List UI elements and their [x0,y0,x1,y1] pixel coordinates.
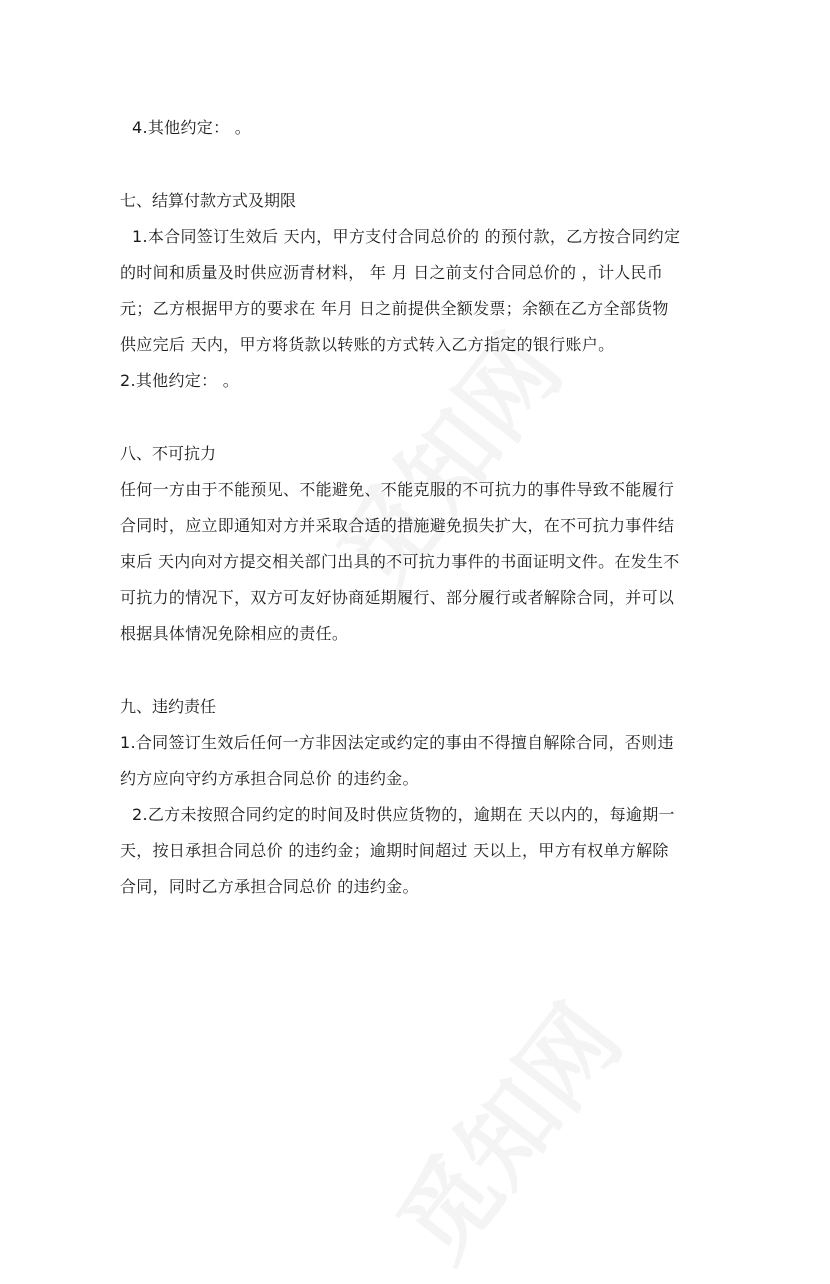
paragraph-line: 任何一方由于不能预见、不能避免、不能克服的不可抗力的事件导致不能履行 [120,480,675,499]
watermark [361,973,646,1284]
paragraph-line: 可抗力的情况下，双方可友好协商延期履行、部分履行或者解除合同，并可以 [120,588,675,607]
paragraph-line: 约方应向守约方承担合同总价 的违约金。 [120,769,419,788]
paragraph-line: 天，按日承担合同总价 的违约金；逾期时间超过 天以上，甲方有权单方解除 [120,841,669,860]
section-9-paragraph-2 [120,797,720,905]
section-9-paragraph-1 [120,725,720,797]
paragraph-line: 供应完后 天内，甲方将货款以转账的方式转入乙方指定的银行账户。 [120,335,615,354]
paragraph-line: 2.乙方未按照合同约定的时间及时供应货物的，逾期在 天以内的，每逾期一 [132,805,675,824]
document-body [120,110,720,905]
paragraph-line: 的时间和质量及时供应沥青材料， 年 月 日之前支付合同总价的 ，计人民币 [120,263,664,282]
section-7-heading: 七、结算付款方式及期限 [120,191,297,210]
paragraph-line: 根据具体情况免除相应的责任。 [120,624,349,643]
paragraph-line: 合同，同时乙方承担合同总价 的违约金。 [120,877,419,896]
paragraph-line: 1.本合同签订生效后 天内，甲方支付合同总价的 的预付款，乙方按合同约定 [132,227,681,246]
section-7-paragraph-1 [120,219,720,363]
paragraph-line: 1.合同签订生效后任何一方非因法定或约定的事由不得擅自解除合同，否则违 [120,733,674,752]
paragraph-line: 合同时，应立即通知对方并采取合适的措施避免损失扩大，在不可抗力事件结 [120,516,675,535]
clause-6-item-4: 4.其他约定： 。 [132,118,252,137]
paragraph-line: 元；乙方根据甲方的要求在 年月 日之前提供全额发票；余额在乙方全部货物 [120,299,669,318]
paragraph-line: 束后 天内向对方提交相关部门出具的不可抗力事件的书面证明文件。在发生不 [120,552,680,571]
clause-7-item-2: 2.其他约定： 。 [120,371,240,390]
section-9-heading: 九、违约责任 [120,697,217,716]
section-8-heading: 八、不可抗力 [120,444,217,463]
section-8-paragraph-1 [120,472,720,652]
